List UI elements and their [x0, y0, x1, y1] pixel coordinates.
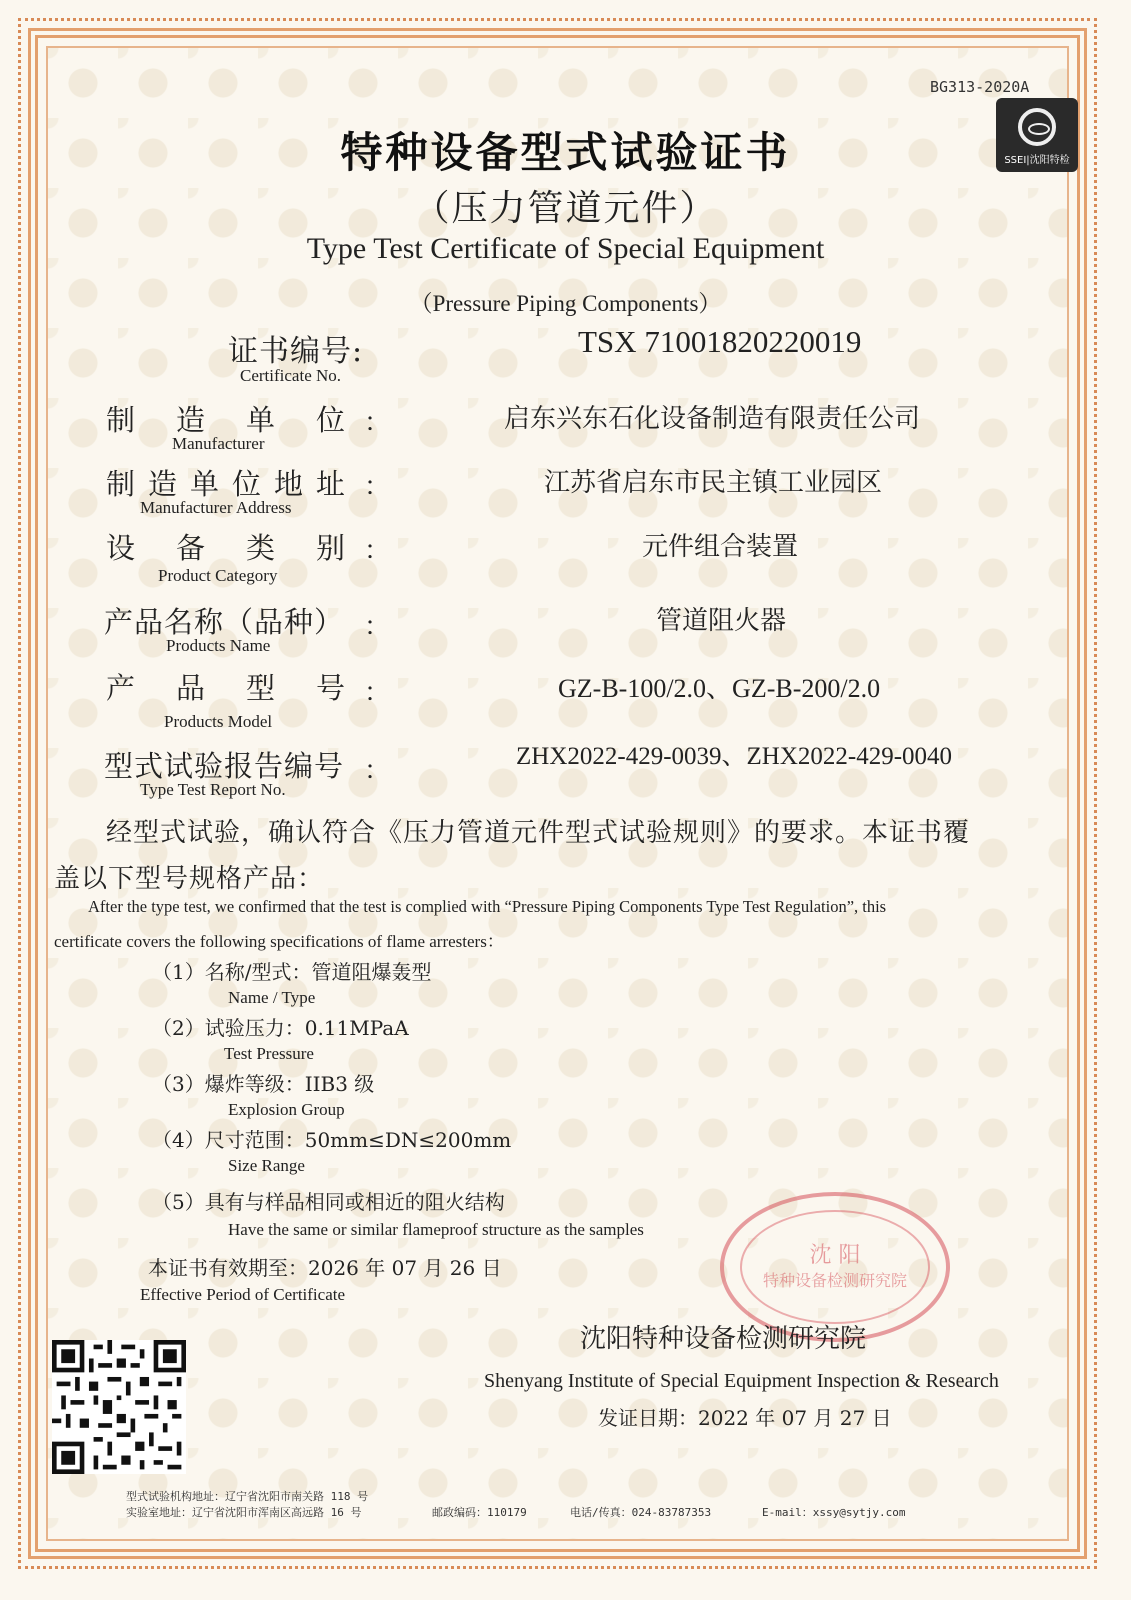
spec-5-cn: （5）具有与样品相同或相近的阻火结构	[152, 1190, 505, 1214]
subtitle-english: （Pressure Piping Components）	[409, 291, 722, 316]
manufacturer-label-cn	[106, 398, 346, 439]
label-char: 备	[175, 531, 206, 565]
spec-4-en: Size Range	[228, 1156, 305, 1175]
report-no-label-cn: 型式试验报告编号	[104, 749, 345, 783]
validity-en: Effective Period of Certificate	[140, 1285, 346, 1304]
subtitle-chinese: （压力管道元件）	[413, 188, 718, 229]
statement-cn-line1: 经型式试验，确认符合《压力管道元件型式试验规则》的要求。本证书覆	[106, 818, 971, 848]
product-name-colon: ：	[364, 612, 391, 642]
footer-address-line1: 型式试验机构地址：辽宁省沈阳市南关路 118 号	[126, 1490, 369, 1503]
report-no-colon: ：	[364, 756, 391, 786]
statement-cn-line2: 盖以下型号规格产品：	[54, 864, 325, 894]
model-colon: ：	[364, 678, 391, 708]
label-char: 制	[106, 403, 137, 437]
address-value: 江苏省启东市民主镇工业园区	[544, 468, 883, 498]
label-char: 类	[245, 531, 276, 565]
spec-2-en: Test Pressure	[224, 1044, 314, 1063]
statement-en-line1: After the type test, we confirmed that the test is complied with “Pressure Piping Components Type Test Regulation”, this	[88, 897, 887, 916]
footer-email: E-mail：xssy@sytjy.com	[762, 1506, 906, 1519]
cert-no-value: TSX 71001820220019	[578, 324, 862, 359]
manufacturer-value: 启东兴东石化设备制造有限责任公司	[504, 404, 921, 434]
spec-3-en: Explosion Group	[228, 1100, 345, 1119]
qr-code-icon	[52, 1340, 186, 1474]
label-char: 造	[175, 403, 206, 437]
label-char: 单	[245, 403, 276, 437]
label-char: 位	[231, 467, 262, 501]
product-name-label-en: Products Name	[166, 636, 271, 655]
footer-postal: 邮政编码：110179	[432, 1506, 527, 1519]
address-label-cn	[106, 462, 346, 503]
footer-phone: 电话/传真：024-83787353	[570, 1506, 712, 1519]
category-value: 元件组合装置	[642, 532, 799, 562]
issuer-en: Shenyang Institute of Special Equipment Inspection & Research	[484, 1370, 999, 1392]
footer-address-line2: 实验室地址：辽宁省沈阳市浑南区高远路 16 号	[126, 1506, 362, 1519]
spec-2-cn: （2）试验压力：0.11MPaA	[152, 1016, 409, 1040]
cert-no-label-cn: 证书编号:	[228, 334, 364, 369]
model-value: GZ-B-100/2.0、GZ-B-200/2.0	[558, 674, 881, 703]
report-no-value: ZHX2022-429-0039、ZHX2022-429-0040	[516, 743, 953, 770]
model-label-cn	[106, 666, 346, 707]
spec-1-cn: （1）名称/型式：管道阻爆轰型	[152, 960, 432, 984]
label-char: 址	[315, 467, 346, 501]
seal-text-line1: 沈 阳	[809, 1243, 861, 1268]
manufacturer-label-en: Manufacturer	[172, 434, 265, 453]
cert-no-label-en: Certificate No.	[240, 366, 342, 385]
label-char: 制	[106, 467, 137, 501]
address-colon: ：	[364, 472, 391, 502]
statement-en-line2: certificate covers the following specifications of flame arresters：	[54, 932, 504, 951]
manufacturer-colon: ：	[364, 408, 391, 438]
product-name-value: 管道阻火器	[656, 606, 787, 636]
title-english: Type Test Certificate of Special Equipment	[306, 232, 825, 265]
label-char: 设	[106, 531, 137, 565]
category-label-en: Product Category	[158, 566, 278, 585]
spec-4-cn: （4）尺寸范围：50mm≤DN≤200mm	[152, 1128, 512, 1152]
label-char: 号	[315, 671, 346, 705]
label-char: 地	[273, 467, 304, 501]
label-char: 别	[315, 531, 346, 565]
logo-text: SSEI|沈阳特检	[1004, 155, 1070, 166]
label-char: 位	[315, 403, 346, 437]
label-char: 产	[106, 671, 137, 705]
spec-5-en: Have the same or similar flameproof structure as the samples	[228, 1220, 644, 1239]
seal-text-line2: 特种设备检测研究院	[762, 1271, 907, 1290]
qr-code	[52, 1340, 186, 1474]
category-colon: ：	[364, 536, 391, 566]
label-char: 单	[189, 467, 220, 501]
product-name-label-cn: 产品名称（品种）	[104, 605, 345, 639]
report-no-label-en: Type Test Report No.	[140, 780, 286, 799]
label-char: 品	[175, 671, 206, 705]
label-char: 型	[245, 671, 276, 705]
form-code: BG313-2020A	[930, 78, 1030, 96]
issuer-cn: 沈阳特种设备检测研究院	[580, 1324, 867, 1354]
issue-date: 发证日期：2022 年 07 月 27 日	[598, 1406, 892, 1430]
spec-1-en: Name / Type	[228, 988, 316, 1007]
title-chinese: 特种设备型式试验证书	[340, 128, 791, 177]
address-label-en: Manufacturer Address	[140, 498, 292, 517]
category-label-cn	[106, 526, 346, 567]
label-char: 造	[147, 467, 178, 501]
model-label-en: Products Model	[164, 712, 273, 731]
spec-3-cn: （3）爆炸等级：IIB3 级	[152, 1072, 375, 1096]
validity-cn: 本证书有效期至：2026 年 07 月 26 日	[148, 1256, 502, 1280]
